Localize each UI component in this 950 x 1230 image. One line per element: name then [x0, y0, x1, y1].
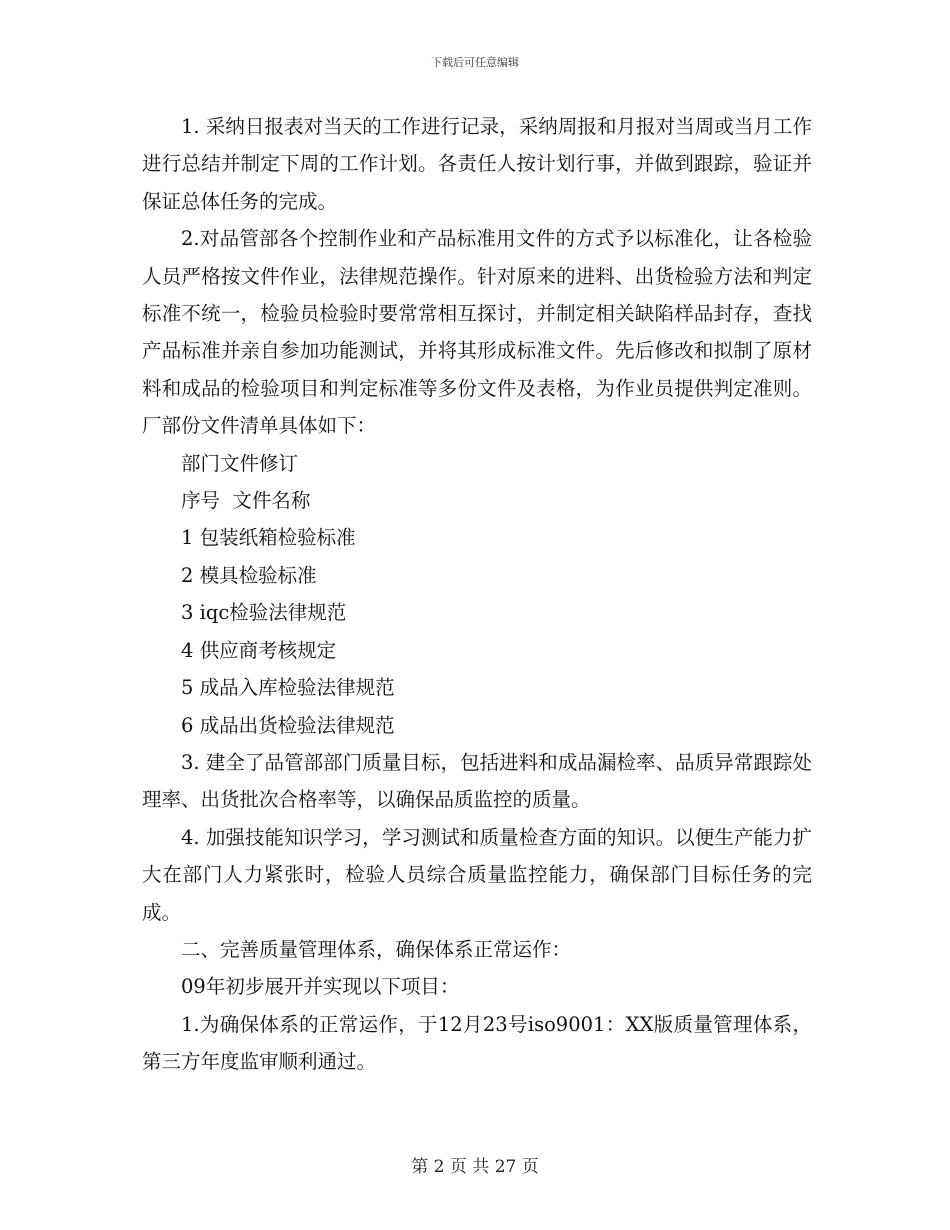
- file-list-item: 2 模具检验标准: [181, 563, 317, 587]
- file-list-item: 3 iqc检验法律规范: [181, 601, 347, 625]
- paragraph-5: 09年初步展开并实现以下项目：: [181, 975, 460, 999]
- file-list-header: 序号 文件名称: [181, 489, 311, 513]
- file-list: [142, 445, 812, 744]
- paragraph-4: 4. 加强技能知识学习，学习测试和质量检查方面的知识。以便生产能力扩大在部门人力紧张时，检验人员综合质量监控能力，确保部门目标任务的完成。: [142, 825, 812, 924]
- paragraph-6: 1.为确保体系的正常运作，于12月23号iso9001：XX版质量管理体系，第三方年度监审顺利通过。: [142, 1012, 812, 1074]
- page-header-note: 下载后可任意编辑: [431, 56, 519, 69]
- file-list-item: 1 包装纸箱检验标准: [181, 526, 356, 550]
- file-list-title: 部门文件修订: [181, 451, 299, 475]
- section-heading: 二、完善质量管理体系，确保体系正常运作：: [181, 937, 572, 961]
- file-list-item: 5 成品入库检验法律规范: [181, 676, 395, 700]
- paragraph-1: 1. 采纳日报表对当天的工作进行记录，采纳周报和月报对当周或当月工作进行总结并制定下周的工作计划。各责任人按计划行事，并做到跟踪，验证并保证总体任务的完成。: [142, 115, 812, 213]
- paragraph-3: 3. 建全了品管部部门质量目标，包括进料和成品漏检率、品质异常跟踪处理率、出货批次合格率等，以确保品质监控的质量。: [142, 750, 812, 812]
- page-number-footer: 第 2 页 共 27 页: [411, 1157, 539, 1177]
- file-list-item: 4 供应商考核规定: [181, 638, 337, 662]
- file-list-item: 6 成品出货检验法律规范: [181, 713, 395, 737]
- document-body: [142, 108, 812, 1081]
- paragraph-2: 2.对品管部各个控制作业和产品标准用文件的方式予以标准化，让各检验人员严格按文件作业，法律规范操作。针对原来的进料、出货检验方法和判定标准不统一，检验员检验时要常常相互探讨，并制定相关缺陷样品封存，查找产品标准并亲自参加功能测试，并将其形成标准文件。先后修改和拟制了原材料和成品的检验项目和判定标准等多份文件及表格，为作业员提供判定准则。厂部份文件清单具体如下：: [142, 227, 812, 438]
